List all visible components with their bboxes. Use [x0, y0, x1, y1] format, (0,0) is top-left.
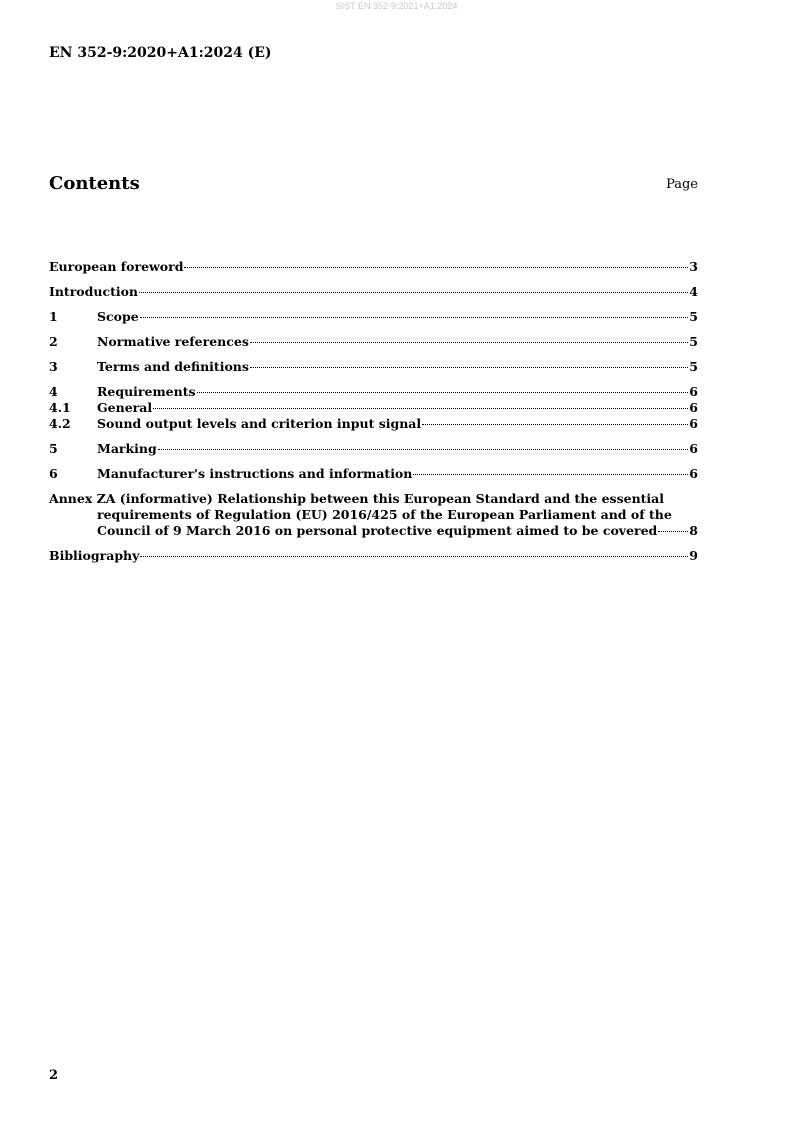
toc-dot-leader: [250, 342, 688, 343]
toc-dot-leader: [250, 367, 688, 368]
toc-entry-number: 5: [49, 441, 58, 456]
toc-entry-page: 6: [689, 466, 698, 481]
toc-entry-page: 4: [689, 284, 698, 299]
toc-entry-terms-and-definitions[interactable]: [49, 359, 698, 375]
annex-title-line-3: Council of 9 March 2016 on personal protective equipment aimed to be covered: [97, 523, 658, 538]
toc-dot-leader: [140, 317, 689, 318]
toc-dot-leader: [422, 424, 688, 425]
toc-entry-number: 6: [49, 466, 58, 481]
toc-dot-leader: [658, 531, 688, 532]
toc-entry-marking[interactable]: [49, 441, 698, 457]
toc-entry-page: 5: [689, 334, 698, 349]
toc-dot-leader: [158, 449, 689, 450]
toc-entry-page: 6: [689, 416, 698, 431]
toc-entry-normative-references[interactable]: [49, 334, 698, 350]
toc-entry-page: 9: [689, 548, 698, 563]
toc-entry-page: 5: [689, 359, 698, 374]
toc-entry-general[interactable]: [49, 400, 698, 416]
toc-entry-page: 6: [689, 441, 698, 456]
toc-entry-page: 8: [689, 523, 698, 538]
annex-title-line-3-row: [49, 523, 698, 539]
toc-entry-label: Requirements: [97, 384, 196, 399]
toc-entry-number: 3: [49, 359, 58, 374]
toc-dot-leader: [140, 556, 688, 557]
toc-entry-number: 4.1: [49, 400, 71, 415]
toc-dot-leader: [153, 408, 688, 409]
toc-entry-number: 2: [49, 334, 58, 349]
toc-entry-label: Manufacturer's instructions and information: [97, 466, 413, 481]
toc-entry-label: Normative references: [97, 334, 249, 349]
toc-dot-leader: [197, 392, 689, 393]
toc-entry-number: 4.2: [49, 416, 71, 431]
table-of-contents: [49, 259, 698, 564]
toc-entry-page: 6: [689, 384, 698, 399]
toc-entry-label: European foreword: [49, 259, 184, 274]
toc-entry-number: 4: [49, 384, 58, 399]
toc-entry-requirements[interactable]: [49, 384, 698, 400]
watermark: SIST EN 352-9:2021+A1:2024: [335, 1, 458, 11]
annex-title-line-2: requirements of Regulation (EU) 2016/425 of the European Parliament and of the: [97, 507, 672, 522]
toc-entry-page: 5: [689, 309, 698, 324]
toc-entry-sound-output-levels[interactable]: [49, 416, 698, 432]
page-number: 2: [49, 1068, 59, 1083]
toc-dot-leader: [184, 267, 688, 268]
toc-entry-number: 1: [49, 309, 58, 324]
annex-title-line-1: Annex ZA (informative) Relationship between this European Standard and the essential: [49, 491, 665, 506]
toc-entry-introduction[interactable]: [49, 284, 698, 300]
contents-title: Contents: [49, 173, 140, 194]
toc-entry-label: Bibliography: [49, 548, 140, 563]
toc-entry-scope[interactable]: [49, 309, 698, 325]
toc-entry-manufacturers-instructions[interactable]: [49, 466, 698, 482]
toc-dot-leader: [139, 292, 688, 293]
toc-entry-label: General: [97, 400, 153, 415]
toc-entry-bibliography[interactable]: [49, 548, 698, 564]
toc-entry-european-foreword[interactable]: [49, 259, 698, 275]
toc-entry-annex-za[interactable]: [49, 491, 698, 539]
toc-dot-leader: [413, 474, 688, 475]
toc-entry-label: Sound output levels and criterion input signal: [97, 416, 422, 431]
document-id: EN 352-9:2020+A1:2024 (E): [49, 45, 272, 61]
toc-entry-page: 6: [689, 400, 698, 415]
page-column-label: Page: [666, 177, 698, 192]
toc-entry-label: Introduction: [49, 284, 139, 299]
toc-entry-label: Terms and definitions: [97, 359, 249, 374]
toc-entry-page: 3: [689, 259, 698, 274]
toc-entry-label: Marking: [97, 441, 157, 456]
toc-entry-label: Scope: [97, 309, 139, 324]
